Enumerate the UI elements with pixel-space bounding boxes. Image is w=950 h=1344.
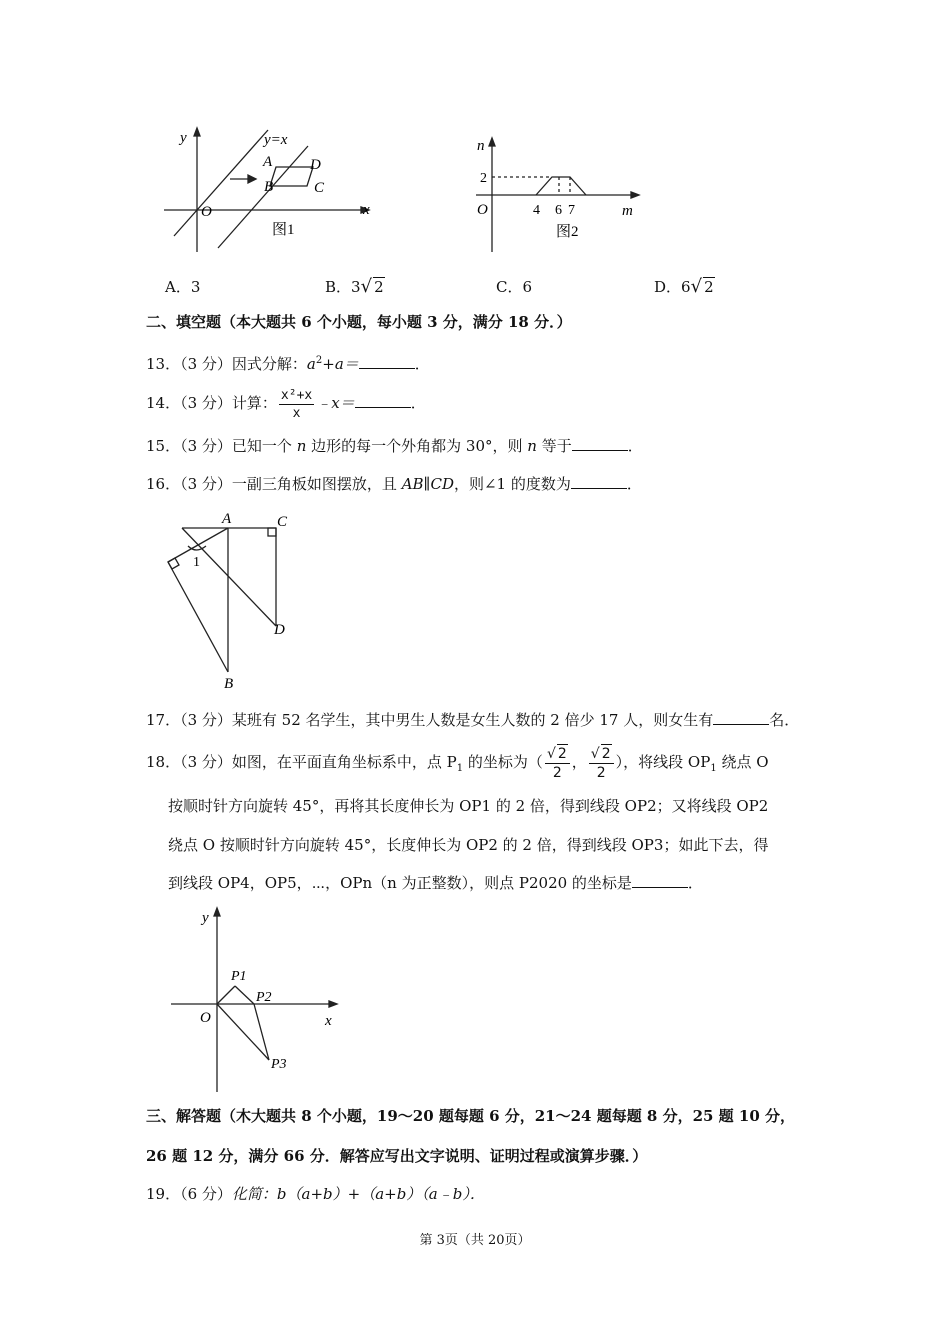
fig1-label-a: A <box>263 154 273 170</box>
fig2-x-tick-6: 6 <box>555 203 562 218</box>
page-footer: 第 3页（共 20页） <box>419 1233 531 1248</box>
fig3-hyp-d <box>182 528 276 626</box>
fig1-label-d: D <box>310 157 321 173</box>
fraction: $\frac{√ 2}{2}$ <box>589 744 614 782</box>
question-19: 19．（6 分）化简：b（a+b）+（a+b）（a﹣b）． <box>146 1185 485 1203</box>
fig2-y-tick: 2 <box>480 171 487 186</box>
fraction: $\frac{\text{x²+x}}{x}$ <box>280 387 313 421</box>
choice-d[interactable]: D．6√ 2 <box>654 276 714 297</box>
fig3-leg-2 <box>168 562 228 672</box>
answer-blank[interactable] <box>355 393 411 408</box>
fig3-label-d: D <box>274 622 285 638</box>
sqrt-icon: √ <box>690 276 703 297</box>
fig2-trapezoid <box>536 177 586 195</box>
fig3-label-a: A <box>222 511 232 527</box>
fig1-line-y-eq-x <box>174 130 268 236</box>
choice-c[interactable]: C．6 <box>496 278 533 296</box>
question-15: 15．（3 分）已知一个 n 边形的每一个外角都为 30°，则 n 等于 ． <box>146 437 643 455</box>
fig1-line-label: y=x <box>264 132 288 148</box>
answer-blank[interactable] <box>359 354 415 369</box>
fig4-label-p2: P2 <box>256 990 272 1005</box>
section-2-heading: 二、填空题（本大题共 6 个小题，每小题 3 分，满分 18 分．） <box>146 313 572 331</box>
fig2-x-tick-4: 4 <box>533 203 540 218</box>
sqrt-icon: √ <box>360 276 373 297</box>
sqrt-icon: √ <box>546 746 556 762</box>
fig3-label-b: B <box>224 676 234 692</box>
answer-blank[interactable] <box>713 710 769 725</box>
question-18-line-4: 到线段 OP4，OP5，⋯，OPn（n 为正整数），则点 P2020 的坐标是 ． <box>168 874 703 892</box>
fig2-x-tick-7: 7 <box>568 203 575 218</box>
figure-2 <box>470 132 650 256</box>
answer-blank[interactable] <box>572 436 628 451</box>
fig2-y-label: n <box>477 138 485 154</box>
question-16: 16．（3 分）一副三角板如图摆放，且 AB∥CD，则∠1 的度数为 ． <box>146 475 642 493</box>
question-18-line-3: 绕点 O 按顺时针方向旋转 45°，长度伸长为 OP2 的 2 倍，得到线段 OP3；如此下去，得 <box>168 836 769 854</box>
section-3-heading-line-2: 26 题 12 分，满分 66 分．解答应写出文字说明、证明过程或演算步骤．） <box>146 1147 648 1165</box>
fig3-right-angle-c <box>268 528 276 536</box>
fig4-y-label: y <box>202 910 209 926</box>
figure-3 <box>160 508 300 692</box>
fig2-origin: O <box>477 202 488 218</box>
fig3-right-angle-left <box>168 558 179 569</box>
question-13: 13．（3 分）因式分解：$a^2+a=$ ． <box>146 355 430 373</box>
figure-1 <box>160 124 380 256</box>
question-18-line-2: 按顺时针方向旋转 45°，再将其长度伸长为 OP1 的 2 倍，得到线段 OP2；又将线段 OP2 <box>168 797 769 815</box>
fig4-origin: O <box>200 1010 211 1026</box>
fig3-label-c: C <box>277 514 288 530</box>
question-18-line-1: 18．（3 分）如图，在平面直角坐标系中，点 $P_1$ 的坐标为（ $\frac{√ 2}{2}$ ， $\frac{√ 2}{2}$ ），将线段 $OP_1$ 绕点 O <box>146 746 769 781</box>
fraction: $\frac{√ 2}{2}$ <box>545 744 570 782</box>
choice-b[interactable]: B．3√ 2 <box>325 276 384 297</box>
fig4-x-label: x <box>325 1013 332 1029</box>
fig1-y-label: y <box>180 130 187 146</box>
choice-a[interactable]: A．3 <box>165 278 201 296</box>
fig1-label-b: B <box>264 179 274 195</box>
sqrt-icon: √ <box>590 746 600 762</box>
answer-blank[interactable] <box>571 474 627 489</box>
fig4-op1 <box>217 986 235 1004</box>
question-14: 14．（3 分）计算： $\frac{\text{x²+x}}{x}$ ﹣x＝ ． <box>146 387 426 421</box>
fig1-label-c: C <box>314 180 325 196</box>
fig2-x-label: m <box>622 203 633 219</box>
fig3-angle-label: 1 <box>193 555 200 570</box>
fig1-x-label: x <box>363 202 370 218</box>
fig2-caption: 图2 <box>556 224 579 240</box>
fig1-parallelogram <box>270 167 313 186</box>
section-3-heading-line-1: 三、解答题（木大题共 8 个小题，19～20 题每题 6 分，21～24 题每题 8 分，25 题 10 分， <box>146 1107 796 1125</box>
fig1-origin: O <box>201 204 212 220</box>
answer-blank[interactable] <box>632 873 688 888</box>
figure-4 <box>165 900 345 1096</box>
question-17: 17．（3 分）某班有 52 名学生，其中男生人数是女生人数的 2 倍少 17 人，则女生有 名． <box>146 711 800 729</box>
fig4-label-p3: P3 <box>271 1057 287 1072</box>
fig4-label-p1: P1 <box>231 969 247 984</box>
fig4-p1p2 <box>235 986 254 1004</box>
fig1-caption: 图1 <box>272 222 295 238</box>
